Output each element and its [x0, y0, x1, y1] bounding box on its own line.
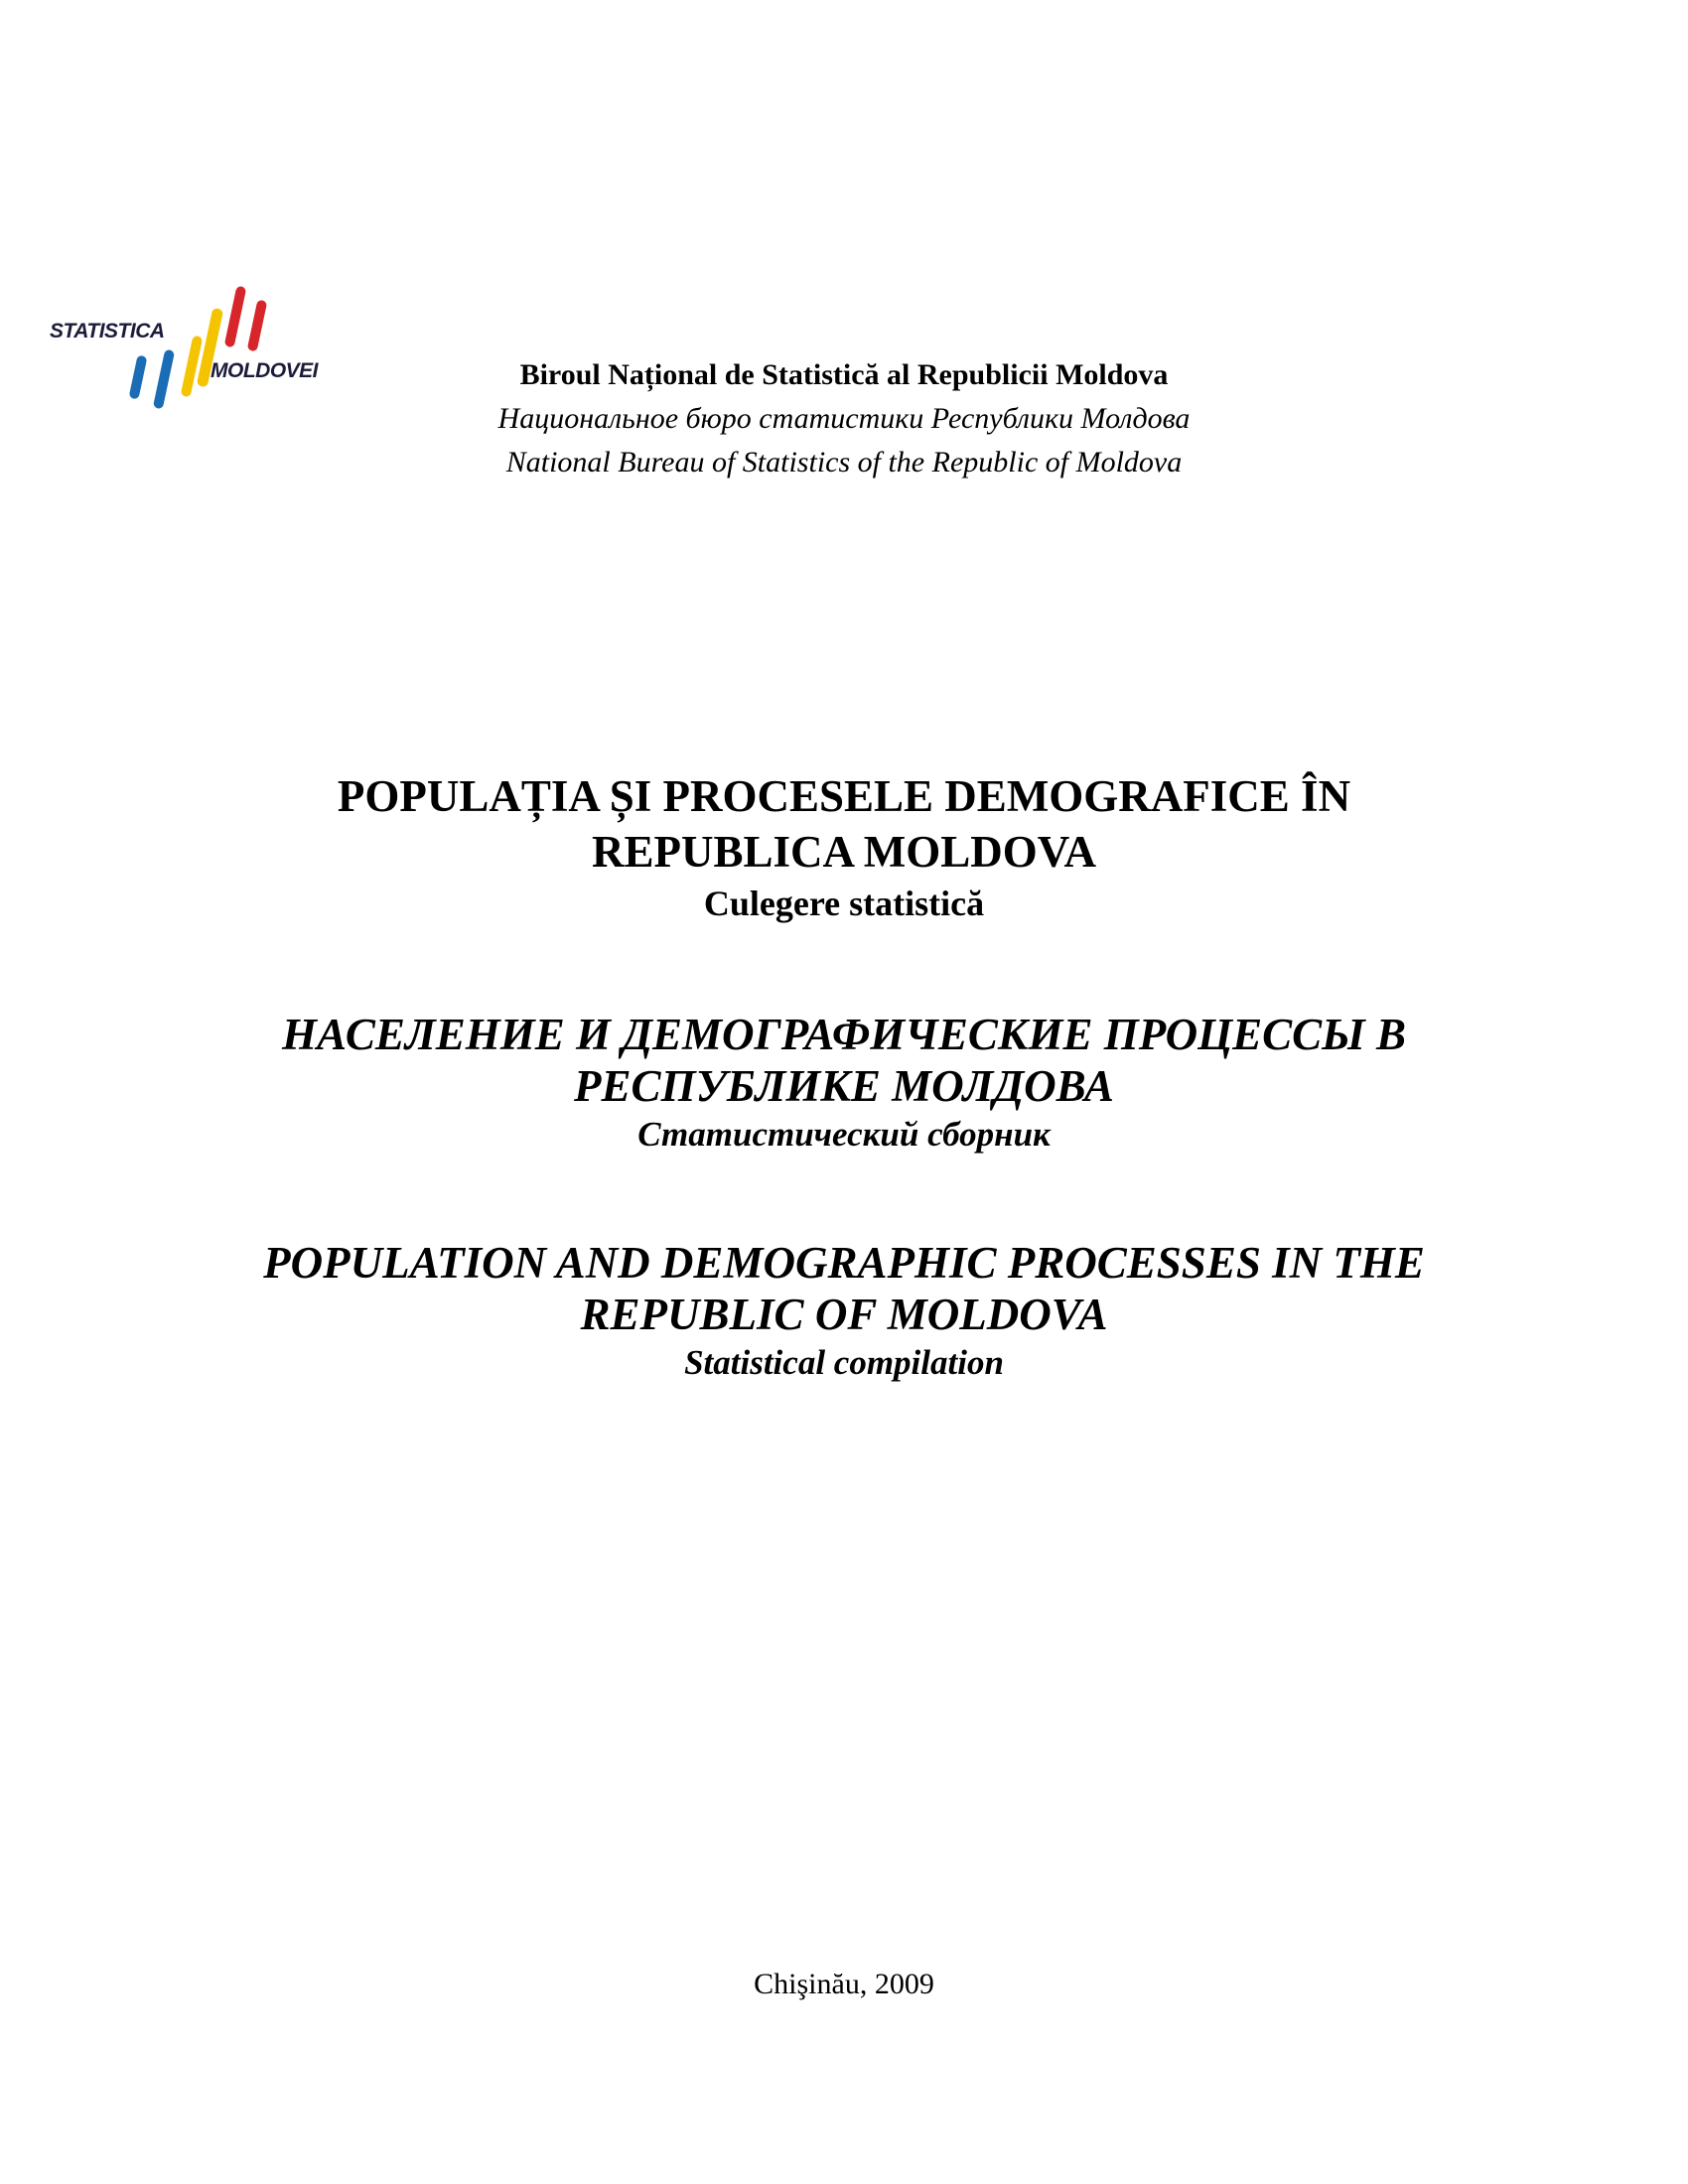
organization-header — [338, 353, 1350, 484]
subtitle-english: Statistical compilation — [684, 1343, 1004, 1382]
title-romanian-line2: REPUBLICA MOLDOVA — [592, 827, 1096, 877]
title-russian-line1: НАСЕЛЕНИЕ И ДЕМОГРАФИЧЕСКИЕ ПРОЦЕССЫ В — [281, 1010, 1407, 1059]
place-and-year: Chişinău, 2009 — [754, 1968, 934, 2000]
title-english-line2: REPUBLIC OF MOLDOVA — [580, 1290, 1108, 1339]
title-block-russian — [149, 1009, 1539, 1158]
org-name-russian: Национальное бюро статистики Республики Молдова — [497, 402, 1191, 435]
title-romanian-line1: POPULAȚIA ȘI PROCESELE DEMOGRAFICE ÎN — [337, 771, 1351, 821]
title-english-line1: POPULATION AND DEMOGRAPHIC PROCESSES IN THE — [263, 1238, 1425, 1288]
logo-word-statistica: STATISTICA — [50, 320, 165, 342]
subtitle-romanian: Culegere statistică — [703, 884, 985, 923]
org-name-english: National Bureau of Statistics of the Republic of Moldova — [505, 446, 1183, 478]
logo-word-moldovei: MOLDOVEI — [211, 359, 319, 382]
title-block-english — [149, 1237, 1539, 1386]
logo-bars-icon — [48, 280, 346, 429]
title-russian-line2: РЕСПУБЛИКЕ МОЛДОВА — [574, 1061, 1114, 1111]
org-name-romanian: Biroul Național de Statistică al Republicii Moldova — [519, 358, 1169, 391]
subtitle-russian: Статистический сборник — [637, 1115, 1051, 1154]
title-block-romanian — [149, 768, 1539, 927]
statistica-moldovei-logo — [48, 280, 346, 429]
